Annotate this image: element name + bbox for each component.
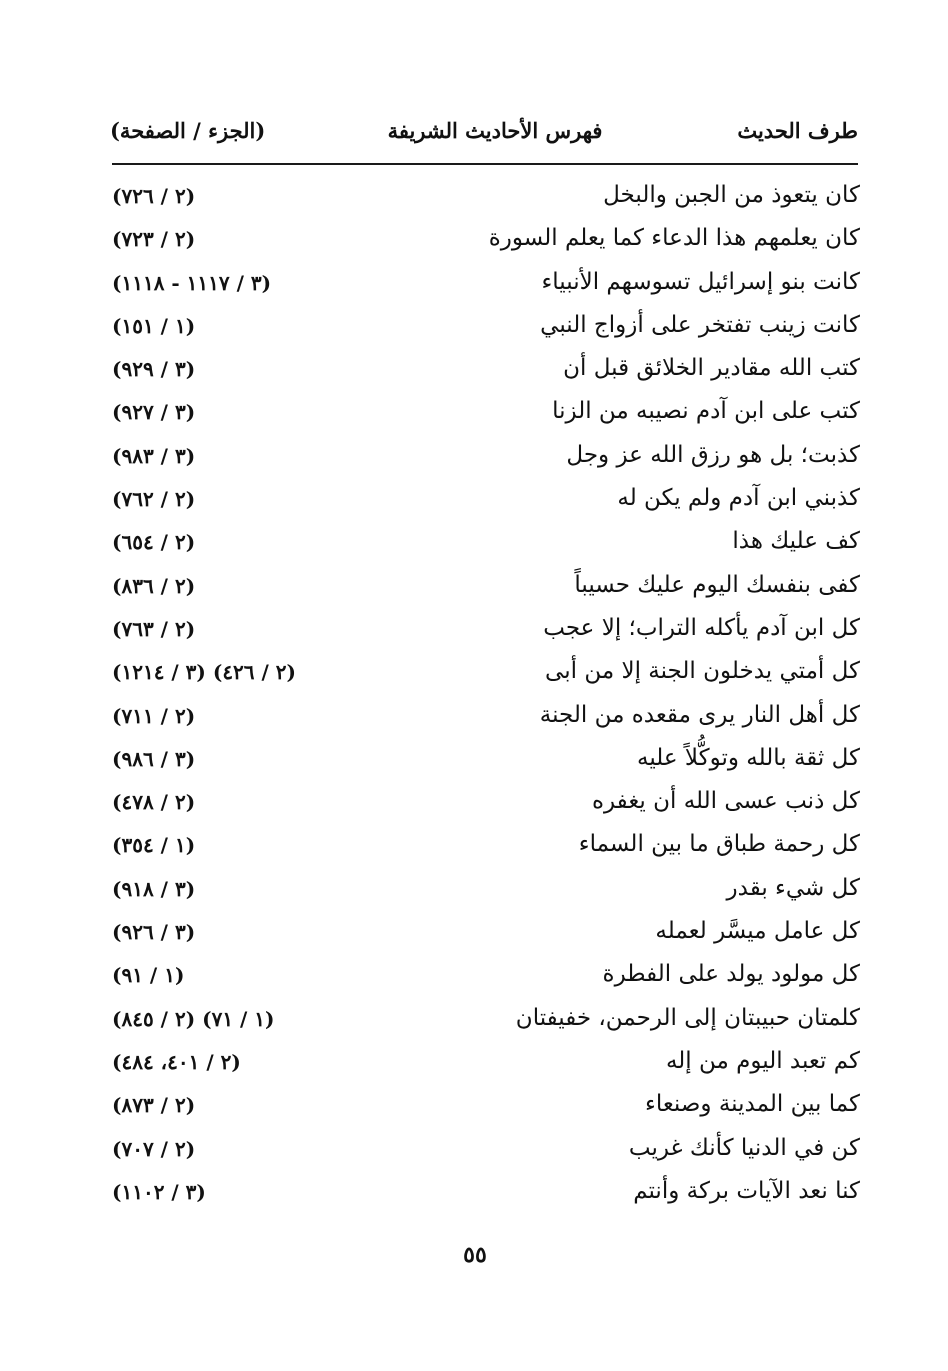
volume-page-reference: (٢ / ٧٢٣) — [112, 227, 196, 252]
hadith-text: كانت بنو إسرائيل تسوسهم الأنبياء — [541, 268, 860, 295]
volume-page-reference: (٢ / ٦٥٤) — [112, 530, 196, 555]
hadith-text: كذبت؛ بل هو رزق الله عز وجل — [566, 441, 860, 468]
hadith-text: كتب الله مقادير الخلائق قبل أن — [563, 355, 860, 382]
page-header — [110, 118, 858, 154]
hadith-text: كل ثقة بالله وتوكُّلاً عليه — [636, 744, 860, 771]
hadith-text: كانت زينب تفتخر على أزواج النبي — [540, 311, 860, 338]
volume-page-reference: (٢ / ٨٧٣) — [112, 1093, 196, 1118]
index-entry — [112, 825, 860, 868]
header-divider — [112, 163, 858, 165]
hadith-text: كن في الدنيا كأنك غريب — [628, 1134, 860, 1161]
index-entry — [112, 609, 860, 652]
volume-page-reference: (١ / ٧١) (٢ / ٨٤٥) — [112, 1006, 275, 1031]
hadith-text: كل شيء بقدر — [726, 874, 860, 901]
index-entry — [112, 1172, 860, 1215]
index-entry — [112, 869, 860, 912]
hadith-text: كم تعبد اليوم من إله — [665, 1047, 860, 1074]
volume-page-reference: (٣ / ١١٠٢) — [112, 1179, 206, 1204]
hadith-text: كان يتعوذ من الجبن والبخل — [603, 182, 860, 208]
index-entry — [112, 955, 860, 998]
index-entry — [112, 263, 860, 306]
index-entry — [112, 479, 860, 522]
hadith-text: كل مولود يولد على الفطرة — [602, 961, 860, 988]
header-index-title: فهرس الأحاديث الشريفة — [387, 118, 603, 143]
index-entry — [112, 176, 860, 219]
volume-page-reference: (٢ / ٤٠١، ٤٨٤) — [112, 1049, 241, 1074]
hadith-text: كنا نعد الآيات بركة وأنتم — [633, 1177, 860, 1204]
index-entry — [112, 522, 860, 565]
index-entry — [112, 566, 860, 609]
volume-page-reference: (١ / ١٥١) — [112, 313, 196, 338]
hadith-text: كل ابن آدم يأكله التراب؛ إلا عجب — [543, 614, 860, 641]
volume-page-reference: (٣ / ٩٢٩) — [112, 357, 196, 382]
volume-page-reference: (٢ / ٤٢٦) (٣ / ١٢١٤) — [112, 660, 296, 685]
hadith-text: كذبني ابن آدم ولم يكن له — [617, 485, 860, 512]
volume-page-reference: (٢ / ٨٣٦) — [112, 573, 196, 598]
hadith-text: كل أهل النار يرى مقعده من الجنة — [539, 701, 860, 728]
index-entry — [112, 436, 860, 479]
index-entry — [112, 782, 860, 825]
volume-page-reference: (٣ / ٩١٨) — [112, 876, 196, 901]
index-entry — [112, 1042, 860, 1085]
volume-page-reference: (١ / ٩١) — [112, 963, 185, 988]
hadith-text: كان يعلمهم هذا الدعاء كما يعلم السورة — [488, 225, 860, 252]
volume-page-reference: (٢ / ٧٦٣) — [112, 616, 196, 641]
index-entry — [112, 999, 860, 1042]
index-entry — [112, 652, 860, 695]
hadith-text: كفى بنفسك اليوم عليك حسيباً — [574, 571, 860, 598]
index-entry — [112, 349, 860, 392]
index-entry — [112, 1085, 860, 1128]
volume-page-reference: (٢ / ٤٧٨) — [112, 790, 196, 815]
volume-page-reference: (٢ / ٧٠٧) — [112, 1136, 196, 1161]
volume-page-reference: (٢ / ٧٦٢) — [112, 487, 196, 512]
volume-page-reference: (٢ / ٧٢٦) — [112, 184, 196, 208]
page-number: ٥٥ — [463, 1242, 487, 1268]
volume-page-reference: (٢ / ٧١١) — [112, 703, 196, 728]
volume-page-reference: (٣ / ٩٢٧) — [112, 400, 196, 425]
index-entry — [112, 306, 860, 349]
volume-page-reference: (٣ / ١١١٧ - ١١١٨) — [112, 270, 272, 295]
volume-page-reference: (٣ / ٩٨٦) — [112, 746, 196, 771]
hadith-index-list — [112, 176, 860, 1215]
hadith-text: كل ذنب عسى الله أن يغفره — [591, 788, 860, 815]
hadith-text: كل أمتي يدخلون الجنة إلا من أبى — [545, 658, 860, 685]
index-entry — [112, 1129, 860, 1172]
index-entry — [112, 739, 860, 782]
volume-page-reference: (٣ / ٩٢٦) — [112, 920, 196, 945]
volume-page-reference: (٣ / ٩٨٣) — [112, 443, 196, 468]
volume-page-reference: (١ / ٣٥٤) — [112, 833, 196, 858]
index-entry — [112, 912, 860, 955]
index-entry — [112, 696, 860, 739]
hadith-text: كلمتان حبيبتان إلى الرحمن، خفيفتان — [515, 1004, 860, 1031]
hadith-text: كل عامل ميسَّر لعمله — [655, 918, 860, 945]
header-hadith-column-title: طرف الحديث — [737, 118, 858, 143]
index-entry — [112, 219, 860, 262]
hadith-text: كتب على ابن آدم نصيبه من الزنا — [552, 398, 860, 425]
hadith-text: كل رحمة طباق ما بين السماء — [578, 831, 860, 858]
index-entry — [112, 392, 860, 435]
hadith-text: كف عليك هذا — [732, 528, 860, 555]
header-reference-column-title: (الجزء / الصفحة) — [110, 118, 266, 143]
hadith-text: كما بين المدينة وصنعاء — [645, 1091, 860, 1118]
